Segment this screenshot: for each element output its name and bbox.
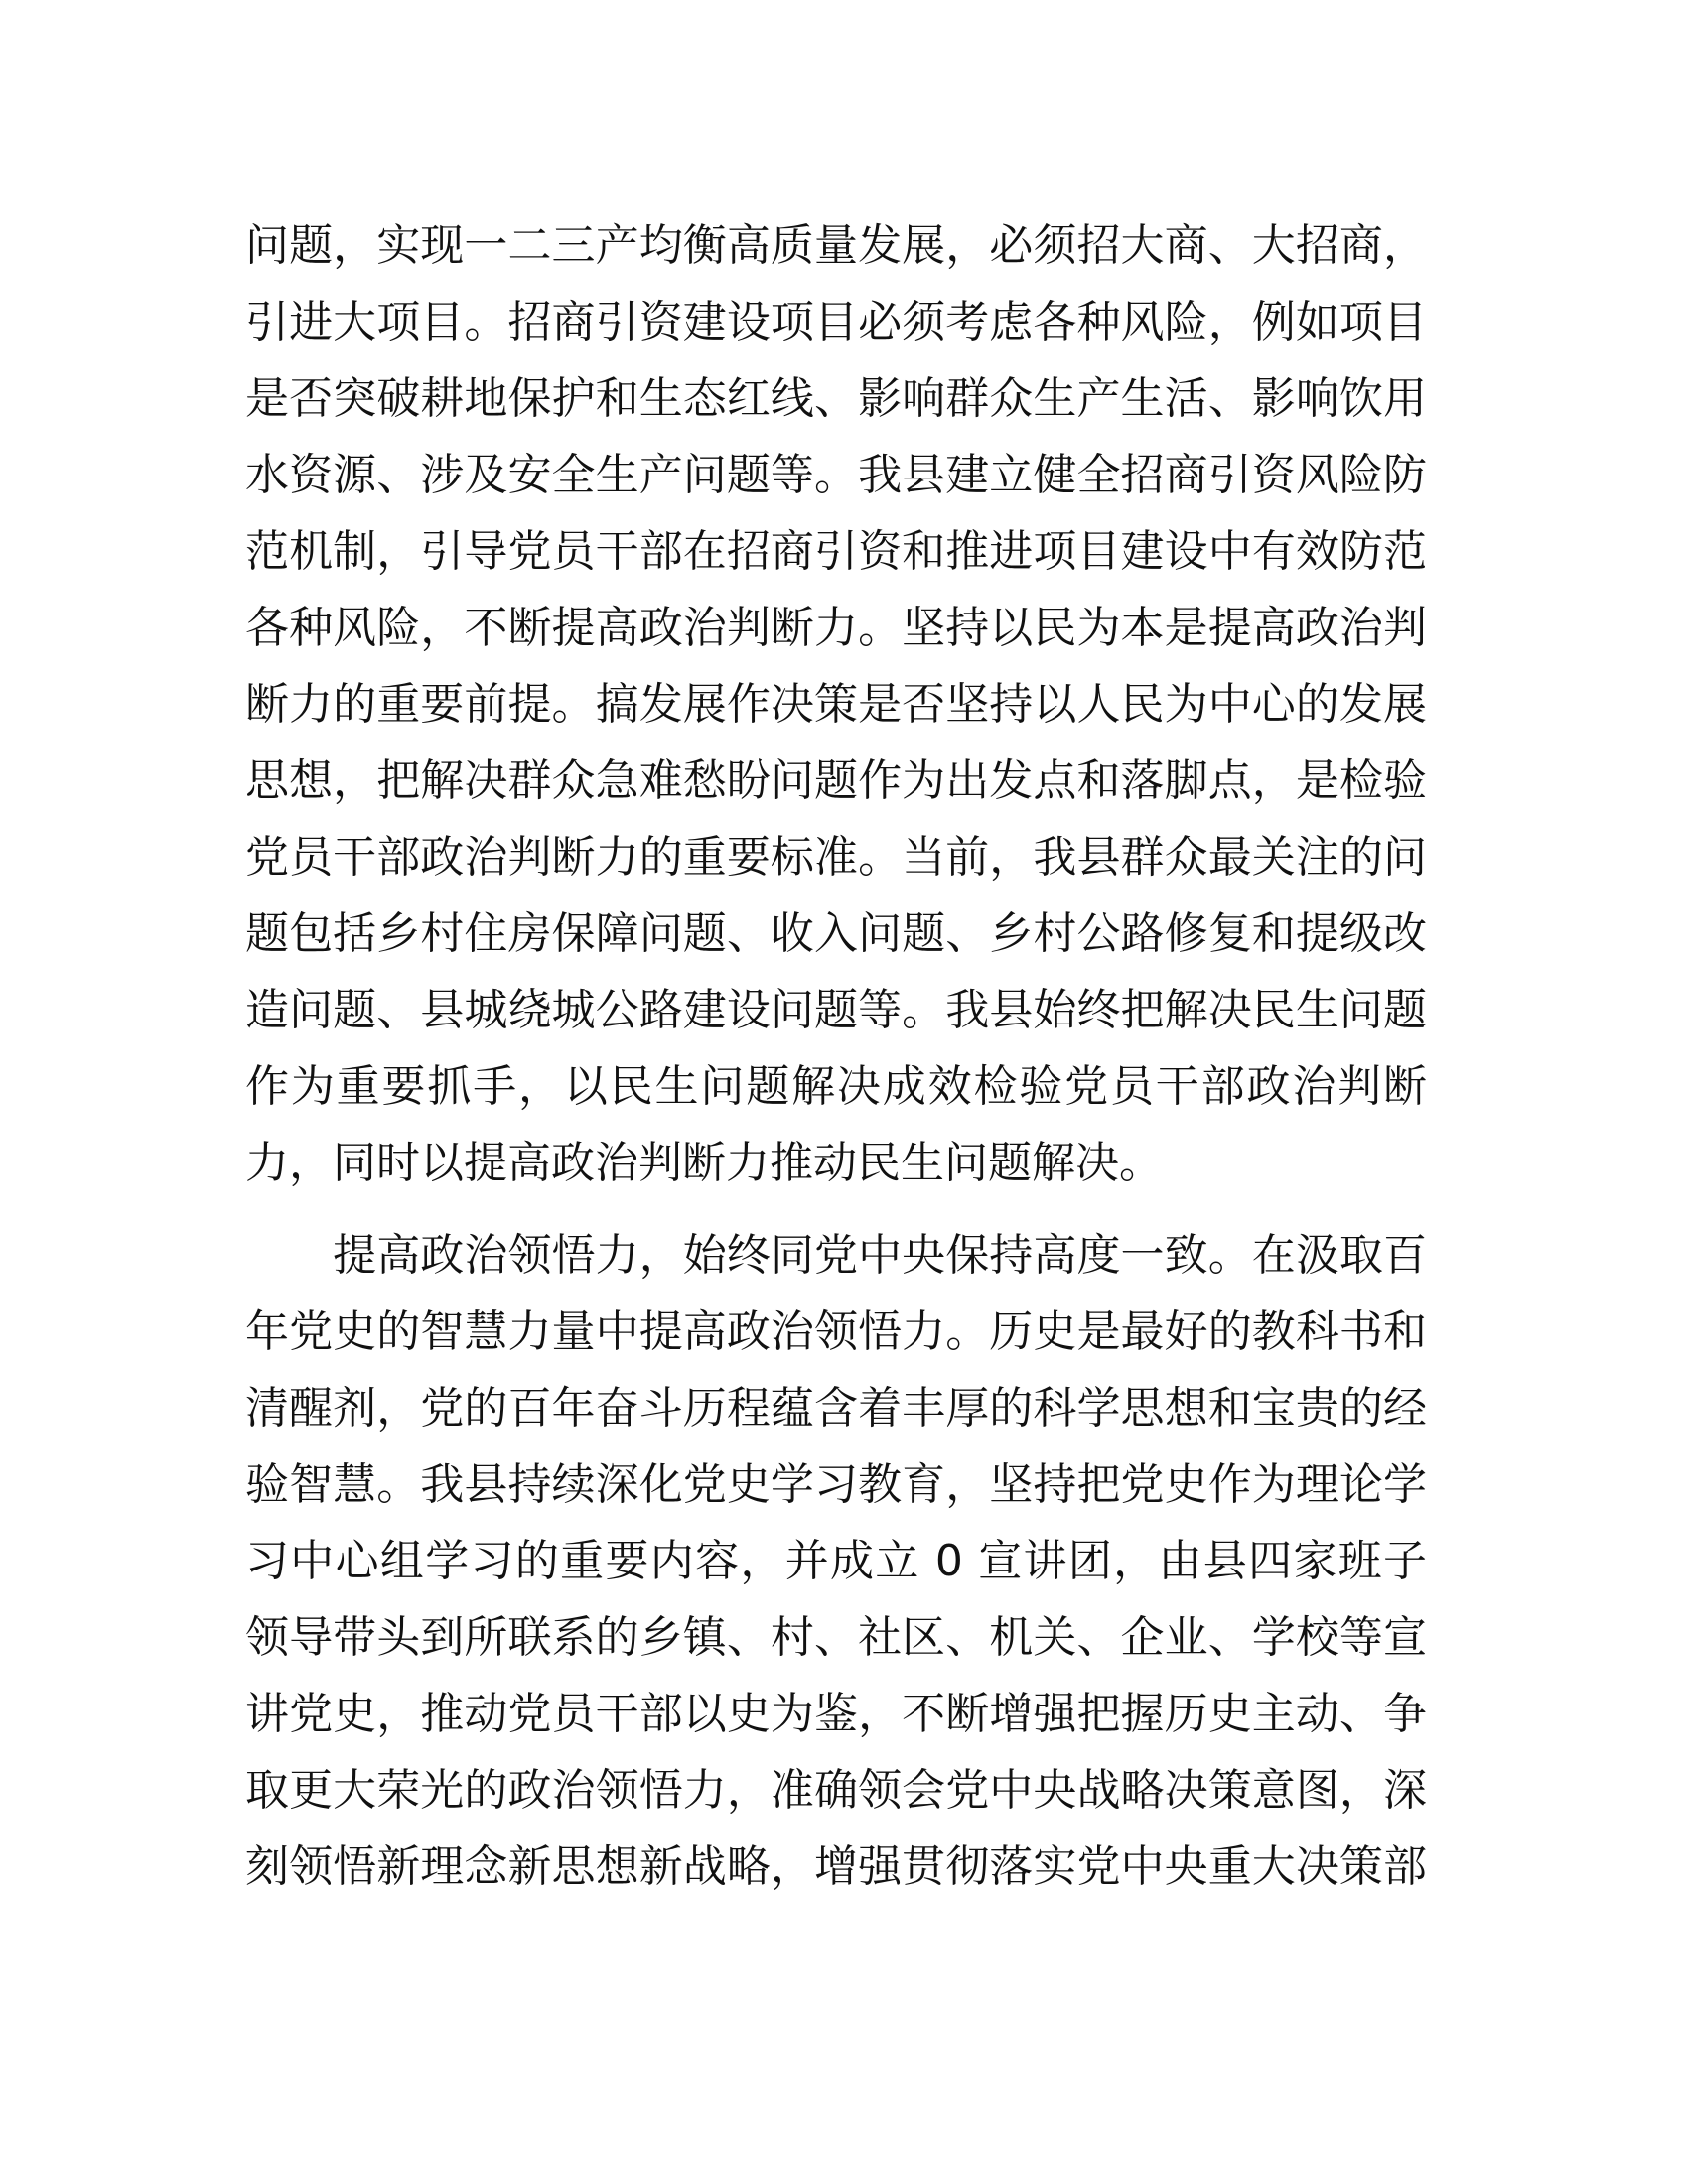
text-line: 讲党史，推动党员干部以史为鉴，不断增强把握历史主动、争 — [245, 1689, 1427, 1739]
paragraph-1 — [245, 207, 1427, 1201]
text-line: 提高政治领悟力，始终同党中央保持高度一致。在汲取百 — [245, 1230, 1427, 1281]
text-line: 题包括乡村住房保障问题、收入问题、乡村公路修复和提级改 — [245, 908, 1427, 959]
text-line: 各种风险，不断提高政治判断力。坚持以民为本是提高政治判 — [245, 603, 1427, 653]
text-line: 力，同时以提高政治判断力推动民生问题解决。 — [245, 1138, 1163, 1188]
text-line: 断力的重要前提。搞发展作决策是否坚持以人民为中心的发展 — [245, 679, 1427, 730]
text-line: 刻领悟新理念新思想新战略，增强贯彻落实党中央重大决策部 — [245, 1842, 1427, 1892]
text-line: 引进大项目。招商引资建设项目必须考虑各种风险，例如项目 — [245, 297, 1427, 347]
paragraph-2 — [245, 1217, 1427, 1905]
text-line: 验智慧。我县持续深化党史学习教育，坚持把党史作为理论学 — [245, 1459, 1427, 1510]
text-line: 问题，实现一二三产均衡高质量发展，必须招大商、大招商， — [245, 220, 1427, 271]
text-line: 思想，把解决群众急难愁盼问题作为出发点和落脚点，是检验 — [245, 755, 1427, 806]
text-line: 清醒剂，党的百年奋斗历程蕴含着丰厚的科学思想和宝贵的经 — [245, 1383, 1427, 1433]
text-line: 作为重要抓手，以民生问题解决成效检验党员干部政治判断 — [245, 1061, 1427, 1112]
text-line: 范机制，引导党员干部在招商引资和推进项目建设中有效防范 — [245, 526, 1427, 577]
text-line: 领导带头到所联系的乡镇、村、社区、机关、企业、学校等宣 — [245, 1612, 1427, 1663]
text-line: 党员干部政治判断力的重要标准。当前，我县群众最关注的问 — [245, 832, 1427, 883]
text-line: 年党史的智慧力量中提高政治领悟力。历史是最好的教科书和 — [245, 1306, 1427, 1357]
text-line: 水资源、涉及安全生产问题等。我县建立健全招商引资风险防 — [245, 450, 1427, 500]
text-line: 造问题、县城绕城公路建设问题等。我县始终把解决民生问题 — [245, 985, 1427, 1035]
text-line: 习中心组学习的重要内容，并成立 0 宣讲团，由县四家班子 — [245, 1536, 1427, 1586]
text-line: 是否突破耕地保护和生态红线、影响群众生产生活、影响饮用 — [245, 373, 1427, 424]
text-line: 取更大荣光的政治领悟力，准确领会党中央战略决策意图，深 — [245, 1765, 1427, 1816]
